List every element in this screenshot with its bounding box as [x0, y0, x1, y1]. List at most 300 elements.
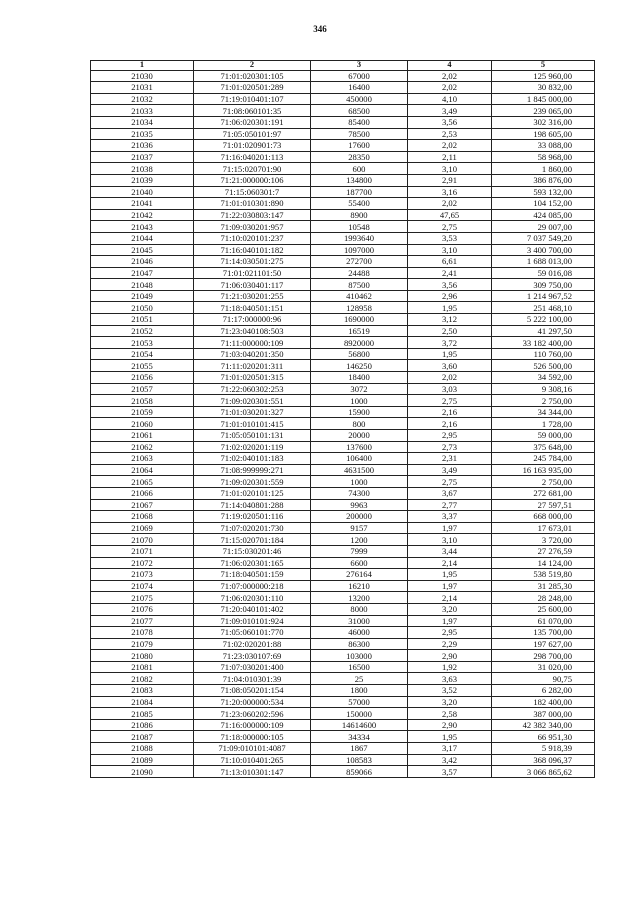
table-cell-col3: 34334 — [311, 731, 408, 743]
table-cell-col1: 21066 — [91, 487, 194, 499]
table-row — [91, 592, 595, 604]
table-cell-col1: 21055 — [91, 360, 194, 372]
table-row — [91, 128, 595, 140]
table-cell-col5: 251 468,10 — [492, 302, 595, 314]
table-cell-col2: 71:16:000000:109 — [194, 719, 311, 731]
table-cell-col5: 387 000,00 — [492, 708, 595, 720]
table-cell-col3: 28350 — [311, 151, 408, 163]
table-cell-col1: 21057 — [91, 383, 194, 395]
table-cell-col1: 21056 — [91, 372, 194, 384]
table-cell-col2: 71:01:010101:415 — [194, 418, 311, 430]
table-cell-col1: 21044 — [91, 232, 194, 244]
table-cell-col2: 71:16:040101:182 — [194, 244, 311, 256]
table-cell-col4: 3,42 — [408, 754, 492, 766]
table-cell-col4: 47,65 — [408, 209, 492, 221]
table-cell-col2: 71:01:020901:73 — [194, 140, 311, 152]
page-number: 346 — [313, 24, 327, 34]
table-cell-col4: 3,49 — [408, 464, 492, 476]
table-cell-col2: 71:16:040201:113 — [194, 151, 311, 163]
table-cell-col3: 78500 — [311, 128, 408, 140]
table-cell-col4: 2,02 — [408, 70, 492, 82]
table-cell-col2: 71:06:020301:110 — [194, 592, 311, 604]
table-cell-col5: 1 214 967,52 — [492, 290, 595, 302]
table-cell-col2: 71:06:020301:191 — [194, 116, 311, 128]
table-cell-col1: 21068 — [91, 511, 194, 523]
column-header-5: 5 — [492, 61, 595, 71]
table-cell-col5: 17 673,01 — [492, 522, 595, 534]
table-cell-col4: 6,61 — [408, 256, 492, 268]
table-cell-col2: 71:09:020301:559 — [194, 476, 311, 488]
table-cell-col4: 2,02 — [408, 140, 492, 152]
table-row — [91, 534, 595, 546]
table-cell-col4: 2,41 — [408, 267, 492, 279]
table-cell-col4: 1,97 — [408, 522, 492, 534]
table-cell-col2: 71:01:010301:890 — [194, 198, 311, 210]
table-cell-col5: 104 152,00 — [492, 198, 595, 210]
table-cell-col1: 21067 — [91, 499, 194, 511]
table-cell-col3: 46000 — [311, 627, 408, 639]
table-cell-col3: 25 — [311, 673, 408, 685]
table-row — [91, 418, 595, 430]
table-cell-col3: 200000 — [311, 511, 408, 523]
table-cell-col2: 71:09:010101:924 — [194, 615, 311, 627]
table-cell-col5: 125 960,00 — [492, 70, 595, 82]
table-cell-col3: 1867 — [311, 743, 408, 755]
table-cell-col3: 187700 — [311, 186, 408, 198]
table-row — [91, 743, 595, 755]
table-cell-col1: 21050 — [91, 302, 194, 314]
table-cell-col3: 4631500 — [311, 464, 408, 476]
table-cell-col5: 33 088,00 — [492, 140, 595, 152]
table-cell-col3: 13200 — [311, 592, 408, 604]
table-cell-col2: 71:20:000000:534 — [194, 696, 311, 708]
table-cell-col2: 71:21:000000:106 — [194, 174, 311, 186]
table-cell-col3: 1200 — [311, 534, 408, 546]
table-cell-col4: 3,37 — [408, 511, 492, 523]
table-cell-col2: 71:08:050201:154 — [194, 685, 311, 697]
table-row — [91, 569, 595, 581]
table-cell-col4: 2,90 — [408, 719, 492, 731]
table-cell-col2: 71:14:040801:288 — [194, 499, 311, 511]
table-cell-col3: 68500 — [311, 105, 408, 117]
table-cell-col5: 59 016,08 — [492, 267, 595, 279]
table-cell-col5: 593 132,00 — [492, 186, 595, 198]
table-cell-col5: 526 500,00 — [492, 360, 595, 372]
table-row — [91, 731, 595, 743]
table-cell-col3: 9963 — [311, 499, 408, 511]
table-cell-col2: 71:21:030201:255 — [194, 290, 311, 302]
table-cell-col4: 2,75 — [408, 395, 492, 407]
table-cell-col4: 3,10 — [408, 163, 492, 175]
table-cell-col4: 3,20 — [408, 603, 492, 615]
table-cell-col4: 2,95 — [408, 430, 492, 442]
table-row — [91, 244, 595, 256]
table-cell-col2: 71:23:030107:69 — [194, 650, 311, 662]
table-cell-col3: 1000 — [311, 476, 408, 488]
table-cell-col5: 30 832,00 — [492, 82, 595, 94]
table-cell-col5: 28 248,00 — [492, 592, 595, 604]
table-cell-col1: 21073 — [91, 569, 194, 581]
table-cell-col4: 3,56 — [408, 116, 492, 128]
table-cell-col1: 21065 — [91, 476, 194, 488]
table-cell-col4: 3,53 — [408, 232, 492, 244]
table-cell-col4: 2,50 — [408, 325, 492, 337]
table-cell-col5: 14 124,00 — [492, 557, 595, 569]
table-row — [91, 256, 595, 268]
table-cell-col4: 3,20 — [408, 696, 492, 708]
table-row — [91, 209, 595, 221]
table-cell-col3: 800 — [311, 418, 408, 430]
table-row — [91, 232, 595, 244]
table-cell-col1: 21084 — [91, 696, 194, 708]
table-cell-col3: 16500 — [311, 661, 408, 673]
table-row — [91, 766, 595, 778]
table-row — [91, 603, 595, 615]
table-cell-col3: 137600 — [311, 441, 408, 453]
table-cell-col1: 21039 — [91, 174, 194, 186]
table-cell-col3: 146250 — [311, 360, 408, 372]
table-row — [91, 661, 595, 673]
table-cell-col3: 108583 — [311, 754, 408, 766]
table-cell-col1: 21045 — [91, 244, 194, 256]
table-row — [91, 673, 595, 685]
table-row — [91, 627, 595, 639]
table-cell-col3: 18400 — [311, 372, 408, 384]
table-cell-col3: 1800 — [311, 685, 408, 697]
table-cell-col1: 21046 — [91, 256, 194, 268]
table-row — [91, 174, 595, 186]
table-cell-col1: 21076 — [91, 603, 194, 615]
table-row — [91, 545, 595, 557]
table-row — [91, 221, 595, 233]
table-cell-col5: 1 845 000,00 — [492, 93, 595, 105]
table-cell-col3: 276164 — [311, 569, 408, 581]
table-cell-col4: 3,57 — [408, 766, 492, 778]
table-cell-col5: 5 222 100,00 — [492, 314, 595, 326]
table-cell-col1: 21086 — [91, 719, 194, 731]
table-cell-col1: 21040 — [91, 186, 194, 198]
table-cell-col4: 1,95 — [408, 731, 492, 743]
table-row — [91, 82, 595, 94]
table-row — [91, 116, 595, 128]
table-cell-col3: 103000 — [311, 650, 408, 662]
table-cell-col4: 2,96 — [408, 290, 492, 302]
table-cell-col3: 450000 — [311, 93, 408, 105]
table-cell-col2: 71:11:020201:311 — [194, 360, 311, 372]
table-cell-col3: 6600 — [311, 557, 408, 569]
table-cell-col5: 25 600,00 — [492, 603, 595, 615]
table-cell-col1: 21041 — [91, 198, 194, 210]
table-cell-col5: 386 876,00 — [492, 174, 595, 186]
table-cell-col4: 3,60 — [408, 360, 492, 372]
column-header-2: 2 — [194, 61, 311, 71]
table-cell-col4: 1,97 — [408, 580, 492, 592]
table-cell-col1: 21089 — [91, 754, 194, 766]
table-cell-col4: 2,53 — [408, 128, 492, 140]
table-cell-col2: 71:04:010301:39 — [194, 673, 311, 685]
table-cell-col3: 87500 — [311, 279, 408, 291]
table-cell-col5: 3 066 865,62 — [492, 766, 595, 778]
table-cell-col5: 538 519,80 — [492, 569, 595, 581]
table-cell-col2: 71:08:999999:271 — [194, 464, 311, 476]
table-cell-col5: 239 065,00 — [492, 105, 595, 117]
table-cell-col2: 71:07:020201:730 — [194, 522, 311, 534]
table-cell-col2: 71:01:020101:125 — [194, 487, 311, 499]
table-cell-col2: 71:15:020701:90 — [194, 163, 311, 175]
table-cell-col5: 110 760,00 — [492, 348, 595, 360]
table-row — [91, 140, 595, 152]
table-cell-col5: 302 316,00 — [492, 116, 595, 128]
table-cell-col2: 71:17:000000:96 — [194, 314, 311, 326]
table-cell-col5: 31 020,00 — [492, 661, 595, 673]
table-row — [91, 719, 595, 731]
table-cell-col2: 71:05:050101:97 — [194, 128, 311, 140]
table-cell-col2: 71:10:020101:237 — [194, 232, 311, 244]
table-cell-col4: 2,58 — [408, 708, 492, 720]
table-cell-col5: 31 285,30 — [492, 580, 595, 592]
table-cell-col1: 21061 — [91, 430, 194, 442]
table-cell-col1: 21082 — [91, 673, 194, 685]
table-cell-col5: 3 400 700,00 — [492, 244, 595, 256]
table-cell-col2: 71:02:020201:88 — [194, 638, 311, 650]
table-row — [91, 302, 595, 314]
data-table — [90, 60, 595, 778]
table-cell-col5: 298 700,00 — [492, 650, 595, 662]
table-cell-col4: 3,72 — [408, 337, 492, 349]
table-cell-col5: 29 007,00 — [492, 221, 595, 233]
table-cell-col1: 21063 — [91, 453, 194, 465]
table-row — [91, 360, 595, 372]
table-cell-col2: 71:19:020501:116 — [194, 511, 311, 523]
table-cell-col2: 71:07:000000:218 — [194, 580, 311, 592]
table-row — [91, 487, 595, 499]
table-cell-col3: 15900 — [311, 406, 408, 418]
table-cell-col1: 21034 — [91, 116, 194, 128]
table-row — [91, 290, 595, 302]
table-cell-col5: 9 308,16 — [492, 383, 595, 395]
table-row — [91, 430, 595, 442]
table-cell-col5: 197 627,00 — [492, 638, 595, 650]
table-cell-col4: 3,44 — [408, 545, 492, 557]
table-cell-col2: 71:20:040101:402 — [194, 603, 311, 615]
table-row — [91, 696, 595, 708]
table-cell-col4: 3,56 — [408, 279, 492, 291]
table-cell-col4: 2,02 — [408, 372, 492, 384]
table-cell-col5: 2 750,00 — [492, 395, 595, 407]
table-cell-col3: 128958 — [311, 302, 408, 314]
table-cell-col4: 3,52 — [408, 685, 492, 697]
table-cell-col4: 4,10 — [408, 93, 492, 105]
table-cell-col4: 3,10 — [408, 244, 492, 256]
table-cell-col3: 20000 — [311, 430, 408, 442]
table-cell-col1: 21074 — [91, 580, 194, 592]
table-cell-col4: 2,75 — [408, 221, 492, 233]
table-cell-col2: 71:01:020501:289 — [194, 82, 311, 94]
table-cell-col3: 16400 — [311, 82, 408, 94]
table-cell-col2: 71:23:060202:596 — [194, 708, 311, 720]
table-header-row — [91, 61, 595, 71]
table-cell-col1: 21052 — [91, 325, 194, 337]
table-cell-col5: 7 037 549,20 — [492, 232, 595, 244]
table-cell-col2: 71:01:020501:315 — [194, 372, 311, 384]
table-cell-col5: 61 070,00 — [492, 615, 595, 627]
table-cell-col5: 272 681,00 — [492, 487, 595, 499]
table-cell-col4: 3,49 — [408, 105, 492, 117]
table-cell-col4: 3,67 — [408, 487, 492, 499]
table-cell-col3: 7999 — [311, 545, 408, 557]
table-row — [91, 499, 595, 511]
table-cell-col5: 27 597,51 — [492, 499, 595, 511]
table-cell-col5: 1 728,00 — [492, 418, 595, 430]
table-cell-col4: 2,91 — [408, 174, 492, 186]
table-cell-col2: 71:01:030201:327 — [194, 406, 311, 418]
table-cell-col2: 71:02:020201:119 — [194, 441, 311, 453]
table-cell-col2: 71:07:030201:400 — [194, 661, 311, 673]
table-cell-col3: 134800 — [311, 174, 408, 186]
table-row — [91, 453, 595, 465]
table-cell-col2: 71:15:030201:46 — [194, 545, 311, 557]
table-cell-col3: 8000 — [311, 603, 408, 615]
table-row — [91, 580, 595, 592]
table-cell-col3: 10548 — [311, 221, 408, 233]
table-cell-col1: 21062 — [91, 441, 194, 453]
table-cell-col3: 16519 — [311, 325, 408, 337]
table-row — [91, 279, 595, 291]
table-cell-col5: 66 951,30 — [492, 731, 595, 743]
table-cell-col3: 17600 — [311, 140, 408, 152]
table-cell-col3: 31000 — [311, 615, 408, 627]
table-cell-col3: 600 — [311, 163, 408, 175]
table-cell-col1: 21071 — [91, 545, 194, 557]
table-cell-col2: 71:15:060301:7 — [194, 186, 311, 198]
table-row — [91, 708, 595, 720]
table-cell-col3: 85400 — [311, 116, 408, 128]
table-cell-col3: 24488 — [311, 267, 408, 279]
table-row — [91, 337, 595, 349]
table-cell-col2: 71:13:010301:147 — [194, 766, 311, 778]
table-cell-col5: 58 968,00 — [492, 151, 595, 163]
table-cell-col1: 21036 — [91, 140, 194, 152]
table-cell-col3: 55400 — [311, 198, 408, 210]
table-cell-col5: 34 592,00 — [492, 372, 595, 384]
table-cell-col2: 71:14:030501:275 — [194, 256, 311, 268]
table-cell-col3: 67000 — [311, 70, 408, 82]
table-cell-col5: 27 276,59 — [492, 545, 595, 557]
table-cell-col4: 1,92 — [408, 661, 492, 673]
table-row — [91, 198, 595, 210]
table-cell-col4: 1,95 — [408, 302, 492, 314]
table-cell-col4: 2,11 — [408, 151, 492, 163]
table-cell-col2: 71:18:000000:105 — [194, 731, 311, 743]
table-cell-col1: 21054 — [91, 348, 194, 360]
table-cell-col3: 86300 — [311, 638, 408, 650]
table-cell-col5: 309 750,00 — [492, 279, 595, 291]
table-cell-col2: 71:09:010101:4087 — [194, 743, 311, 755]
table-row — [91, 372, 595, 384]
table-cell-col3: 1690000 — [311, 314, 408, 326]
table-cell-col4: 2,31 — [408, 453, 492, 465]
table-cell-col2: 71:01:021101:50 — [194, 267, 311, 279]
table-cell-col5: 33 182 400,00 — [492, 337, 595, 349]
table-cell-col2: 71:02:040101:183 — [194, 453, 311, 465]
table-cell-col1: 21051 — [91, 314, 194, 326]
table-cell-col3: 1993640 — [311, 232, 408, 244]
table-cell-col4: 1,95 — [408, 569, 492, 581]
table-cell-col3: 150000 — [311, 708, 408, 720]
table-row — [91, 511, 595, 523]
table-row — [91, 267, 595, 279]
table-cell-col4: 2,75 — [408, 476, 492, 488]
table-row — [91, 464, 595, 476]
table-cell-col3: 14614600 — [311, 719, 408, 731]
table-cell-col4: 2,90 — [408, 650, 492, 662]
table-cell-col2: 71:22:030803:147 — [194, 209, 311, 221]
table-cell-col4: 2,14 — [408, 592, 492, 604]
table-cell-col2: 71:08:060101:35 — [194, 105, 311, 117]
table-row — [91, 151, 595, 163]
table-row — [91, 186, 595, 198]
table-cell-col1: 21090 — [91, 766, 194, 778]
table-cell-col5: 198 605,00 — [492, 128, 595, 140]
table-cell-col4: 2,02 — [408, 198, 492, 210]
table-cell-col2: 71:01:020301:105 — [194, 70, 311, 82]
table-cell-col5: 375 648,00 — [492, 441, 595, 453]
table-cell-col4: 2,02 — [408, 82, 492, 94]
table-cell-col4: 3,10 — [408, 534, 492, 546]
table-row — [91, 163, 595, 175]
table-cell-col2: 71:22:060302:253 — [194, 383, 311, 395]
table-cell-col5: 245 784,00 — [492, 453, 595, 465]
table-row — [91, 615, 595, 627]
table-cell-col4: 1,97 — [408, 615, 492, 627]
table-cell-col5: 16 163 935,00 — [492, 464, 595, 476]
table-cell-col1: 21081 — [91, 661, 194, 673]
table-cell-col3: 410462 — [311, 290, 408, 302]
table-cell-col5: 668 000,00 — [492, 511, 595, 523]
table-cell-col1: 21087 — [91, 731, 194, 743]
table-cell-col5: 182 400,00 — [492, 696, 595, 708]
table-cell-col5: 1 688 013,00 — [492, 256, 595, 268]
table-cell-col1: 21030 — [91, 70, 194, 82]
table-cell-col2: 71:05:060101:770 — [194, 627, 311, 639]
table-cell-col5: 34 344,00 — [492, 406, 595, 418]
table-row — [91, 557, 595, 569]
table-row — [91, 754, 595, 766]
table-cell-col2: 71:06:020301:165 — [194, 557, 311, 569]
table-cell-col2: 71:03:040201:350 — [194, 348, 311, 360]
table-cell-col3: 16210 — [311, 580, 408, 592]
table-row — [91, 406, 595, 418]
table-cell-col1: 21079 — [91, 638, 194, 650]
table-cell-col4: 3,17 — [408, 743, 492, 755]
table-cell-col5: 42 382 340,00 — [492, 719, 595, 731]
table-cell-col4: 3,63 — [408, 673, 492, 685]
table-cell-col5: 368 096,37 — [492, 754, 595, 766]
table-cell-col3: 272700 — [311, 256, 408, 268]
table-cell-col1: 21032 — [91, 93, 194, 105]
table-cell-col1: 21083 — [91, 685, 194, 697]
column-header-4: 4 — [408, 61, 492, 71]
table-row — [91, 650, 595, 662]
table-cell-col1: 21058 — [91, 395, 194, 407]
table-cell-col3: 3072 — [311, 383, 408, 395]
table-cell-col1: 21077 — [91, 615, 194, 627]
table-row — [91, 93, 595, 105]
table-cell-col1: 21042 — [91, 209, 194, 221]
table-cell-col5: 5 918,39 — [492, 743, 595, 755]
table-cell-col2: 71:10:010401:265 — [194, 754, 311, 766]
table-cell-col1: 21035 — [91, 128, 194, 140]
